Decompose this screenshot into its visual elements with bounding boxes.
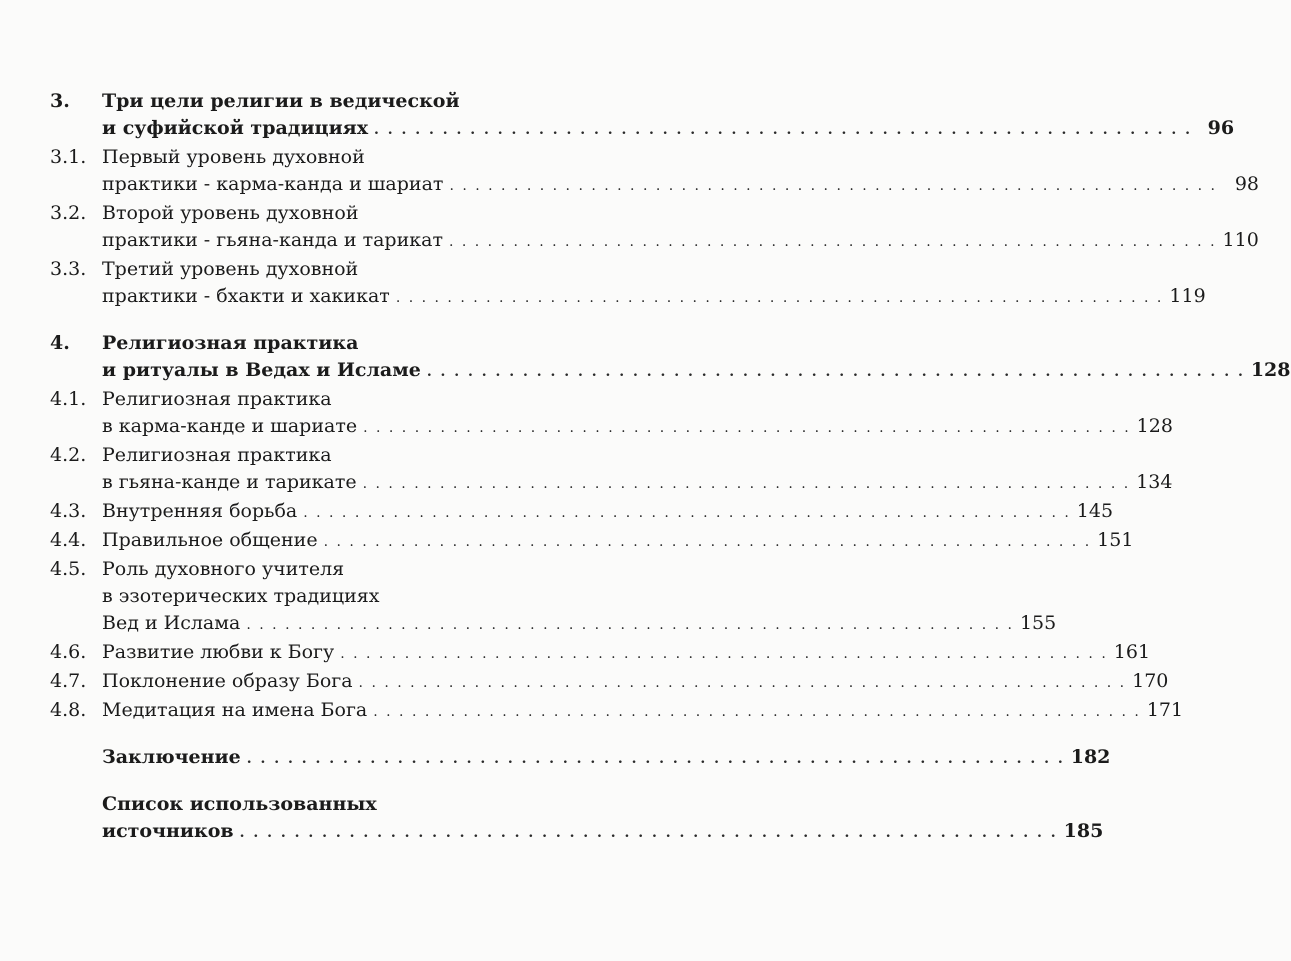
toc-chapter-entry[interactable] [50,330,1291,386]
toc-entry-last-line [102,610,1056,639]
toc-entry-number: 3.2. [50,202,87,224]
toc-entry-title [102,639,1150,668]
toc-entry-number: 4. [50,332,70,354]
toc-subsection-entry[interactable] [50,386,1173,442]
dot-leader: . . . . . . . . . . . . . . . . . . . . . . . . . . . . . . . . . . . . . . . . . . . . . . . . . . . . . . . . . . . . [374,122,1193,138]
toc-entry-title-line: Правильное общение [102,529,318,551]
toc-entry-title-line: Первый уровень духовной [102,146,365,168]
dot-leader: . . . . . . . . . . . . . . . . . . . . . . . . . . . . . . . . . . . . . . . . . . . . . . . . . . . . . . . . . . . . [303,505,1071,521]
toc-subsection-entry[interactable] [50,256,1206,312]
toc-entry-title-line: и ритуалы в Ведах и Исламе [102,359,421,381]
toc-chapter-entry[interactable] [50,88,1235,144]
toc-entry-title-line: Заключение [102,746,241,768]
toc-entry-last-line [102,171,1259,200]
toc-subsection-entry[interactable] [50,527,1134,556]
toc-entry-title-line: Вед и Ислама [102,612,241,634]
toc-page-number: 182 [1070,746,1111,768]
toc-page-number: 96 [1207,117,1235,139]
toc-entry-title [102,697,1183,726]
toc-entry-number: 4.1. [50,388,87,410]
dot-leader: . . . . . . . . . . . . . . . . . . . . . . . . . . . . . . . . . . . . . . . . . . . . . . . . . . . . . . . . . . . . [363,420,1131,436]
toc-entry-title-line: в гьяна-канде и тарикате [102,471,357,493]
toc-subsection-entry[interactable] [50,200,1259,256]
toc-entry-last-line [102,818,1103,847]
toc-entry-title-line: Три цели религии в ведической [102,90,460,112]
toc-entry-title [102,200,1259,256]
section-gap [50,773,590,791]
toc-entry-title-line: практики - гьяна-канда и тарикат [102,229,443,251]
toc-entry-title-line: Внутренняя борьба [102,500,298,522]
toc-entry-title [102,791,1103,847]
toc-entry-title-line: Второй уровень духовной [102,202,359,224]
toc-entry-number: 3.1. [50,146,87,168]
toc-entry-title [102,668,1168,697]
toc-subsection-entry[interactable] [50,556,1057,639]
toc-entry-title-line: Третий уровень духовной [102,258,359,280]
toc-chapter-entry[interactable] [50,744,1111,773]
toc-page-number: 161 [1113,641,1151,663]
toc-page-number: 119 [1169,285,1206,307]
dot-leader: . . . . . . . . . . . . . . . . . . . . . . . . . . . . . . . . . . . . . . . . . . . . . . . . . . . . . . . . . . . . [246,617,1014,633]
toc-entry-title-line: Развитие любви к Богу [102,641,335,663]
toc-page-number: 134 [1136,471,1173,493]
dot-leader: . . . . . . . . . . . . . . . . . . . . . . . . . . . . . . . . . . . . . . . . . . . . . . . . . . . . . . . . . . . . [373,704,1141,720]
toc-entry-last-line [102,527,1133,556]
toc-entry-number: 3.3. [50,258,87,280]
toc-entry-title [102,527,1133,556]
toc-entry-title-line: и суфийской традициях [102,117,369,139]
toc-entry-number: 4.8. [50,699,87,721]
dot-leader: . . . . . . . . . . . . . . . . . . . . . . . . . . . . . . . . . . . . . . . . . . . . . . . . . . . . . . . . . . . . [358,675,1127,691]
dot-leader: . . . . . . . . . . . . . . . . . . . . . . . . . . . . . . . . . . . . . . . . . . . . . . . . . . . . . . . . . . . . [239,825,1058,841]
toc-entry-last-line [102,668,1168,697]
toc-entry-title [102,498,1113,527]
toc-page-number: 155 [1019,612,1057,634]
toc-entry-title-line: Медитация на имена Бога [102,699,368,721]
toc-entry-title [102,88,1234,144]
dot-leader: . . . . . . . . . . . . . . . . . . . . . . . . . . . . . . . . . . . . . . . . . . . . . . . . . . . . . . . . . . . . [362,476,1131,492]
toc-entry-title [102,442,1172,498]
toc-entry-title-line: Религиозная практика [102,388,332,410]
dot-leader: . . . . . . . . . . . . . . . . . . . . . . . . . . . . . . . . . . . . . . . . . . . . . . . . . . . . . . . . . . . . [246,751,1065,767]
toc-entry-last-line [102,227,1259,256]
toc-page-number: 185 [1063,820,1104,842]
toc-page-number: 128 [1250,359,1291,381]
toc-chapter-entry[interactable] [50,791,1104,847]
toc-entry-title [102,744,1110,773]
toc-subsection-entry[interactable] [50,639,1151,668]
toc-subsection-entry[interactable] [50,668,1169,697]
toc-entry-number: 4.6. [50,641,87,663]
toc-entry-title-line: практики - карма-канда и шариат [102,173,444,195]
dot-leader: . . . . . . . . . . . . . . . . . . . . . . . . . . . . . . . . . . . . . . . . . . . . . . . . . . . . . . . . . . . . [448,234,1217,250]
toc-subsection-entry[interactable] [50,498,1114,527]
toc-page-number: 98 [1234,173,1260,195]
toc-page-number: 145 [1076,500,1114,522]
toc-entry-last-line [102,697,1183,726]
toc-entry-last-line [102,283,1206,312]
toc-entry-number: 3. [50,90,70,112]
toc-entry-title [102,256,1206,312]
toc-entry-number: 4.5. [50,558,87,580]
toc-entry-title [102,144,1259,200]
toc-entry-title [102,386,1173,442]
toc-entry-number: 4.4. [50,529,87,551]
toc-page-number: 128 [1136,415,1173,437]
toc-entry-title-line: в эзотерических традициях [102,585,380,607]
toc-entry-last-line [102,115,1234,144]
dot-leader: . . . . . . . . . . . . . . . . . . . . . . . . . . . . . . . . . . . . . . . . . . . . . . . . . . . . . . . . . . . . [449,178,1218,194]
toc-subsection-entry[interactable] [50,144,1260,200]
toc-entry-last-line [102,413,1173,442]
toc-entry-title-line: в карма-канде и шариате [102,415,358,437]
dot-leader: . . . . . . . . . . . . . . . . . . . . . . . . . . . . . . . . . . . . . . . . . . . . . . . . . . . . . . . . . . . . [323,534,1092,550]
toc-entry-number: 4.2. [50,444,87,466]
toc-entry-last-line [102,639,1150,668]
table-of-contents [50,88,1291,847]
dot-leader: . . . . . . . . . . . . . . . . . . . . . . . . . . . . . . . . . . . . . . . . . . . . . . . . . . . . . . . . . . . . [395,290,1164,306]
toc-page-number: 170 [1132,670,1169,692]
toc-page-number: 110 [1222,229,1259,251]
toc-entry-last-line [102,469,1172,498]
toc-page-number: 171 [1146,699,1184,721]
dot-leader: . . . . . . . . . . . . . . . . . . . . . . . . . . . . . . . . . . . . . . . . . . . . . . . . . . . . . . . . . . . . [426,364,1245,380]
toc-entry-title-line: источников [102,820,234,842]
toc-entry-number: 4.3. [50,500,87,522]
toc-subsection-entry[interactable] [50,697,1184,726]
toc-entry-number: 4.7. [50,670,87,692]
toc-entry-title [102,330,1291,386]
toc-entry-title-line: Список использованных [102,793,377,815]
dot-leader: . . . . . . . . . . . . . . . . . . . . . . . . . . . . . . . . . . . . . . . . . . . . . . . . . . . . . . . . . . . . [340,646,1108,662]
toc-entry-title-line: практики - бхакти и хакикат [102,285,390,307]
toc-entry-title-line: Религиозная практика [102,444,332,466]
toc-entry-title-line: Поклонение образу Бога [102,670,353,692]
section-gap [50,726,590,744]
toc-entry-last-line [102,498,1113,527]
toc-subsection-entry[interactable] [50,442,1173,498]
section-gap [50,312,590,330]
toc-entry-title-line: Религиозная практика [102,332,359,354]
toc-entry-title-line: Роль духовного учителя [102,558,345,580]
toc-page-number: 151 [1097,529,1134,551]
toc-entry-last-line [102,357,1291,386]
toc-entry-title [102,556,1056,639]
toc-entry-last-line [102,744,1110,773]
